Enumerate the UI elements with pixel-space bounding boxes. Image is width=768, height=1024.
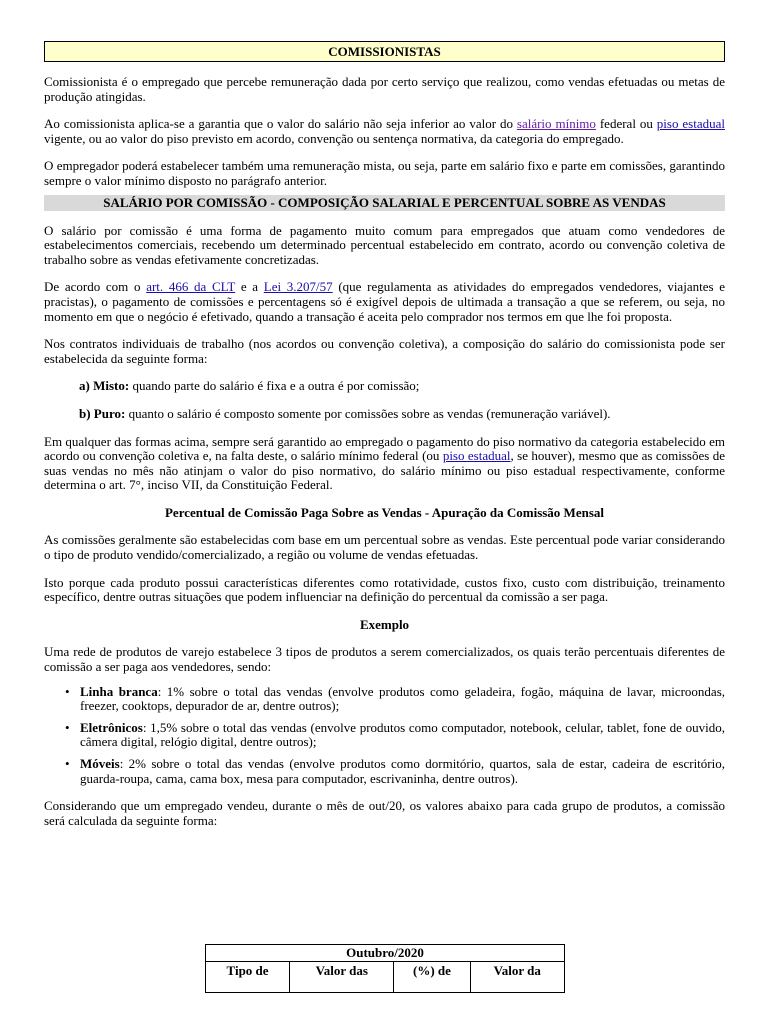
list-item-eletronicos [80,721,725,750]
link-piso-estadual-2[interactable]: piso estadual [442,448,511,464]
item-text: : 2% sobre o total das vendas (envolve produtos como dormitório, quartos, sala de estar, cadeira de escritório, guarda-roupa, cama, cama box, mesa para computador, escrivaninha, dentre outros). [80,756,725,786]
list-item-linha-branca [80,685,725,714]
item-misto [44,379,725,394]
list-item-moveis [80,757,725,786]
item-label: Linha branca [80,683,158,699]
item-text: quanto o salário é composto somente por comissões sobre as vendas (remuneração variável). [125,405,611,421]
item-label: Móveis [80,756,120,771]
text: Ao comissionista aplica-se a garantia que o valor do salário não seja inferior ao valor do [44,116,517,132]
table-title: Outubro/2020 [206,945,565,962]
text: federal ou [595,116,657,132]
item-puro [44,407,725,422]
item-text: : 1% sobre o total das vendas (envolve produtos como geladeira, fogão, máquina de lavar, microondas, freezer, cooktops, depurador de ar, dentre outros); [80,683,726,714]
link-lei-3207[interactable]: Lei 3.207/57 [263,279,333,295]
item-text: quando parte do salário é fixa e a outra é por comissão; [129,378,420,394]
text: e a [235,279,264,295]
paragraph-calculation-intro: Considerando que um empregado vendeu, durante o mês de out/20, os valores abaixo para cada grupo de produtos, a comissão será calculada da seguinte forma: [44,798,725,828]
item-label: b) Puro: [79,405,126,421]
section-title-salario-comissao: SALÁRIO POR COMISSÃO - COMPOSIÇÃO SALARIAL E PERCENTUAL SOBRE AS VENDAS [44,195,725,211]
paragraph-definition: Comissionista é o empregado que percebe remuneração dada por certo serviço que realizou, como vendas efetuadas ou metas de produção atingidas. [44,74,725,104]
link-art-466-clt[interactable]: art. 466 da CLT [146,279,236,295]
paragraph-clt [44,280,725,324]
item-text: : 1,5% sobre o total das vendas (envolve produtos como computador, notebook, celular, tablet, fone de ouvido, câmera digital, relógio digital, dentre outros); [80,719,725,750]
text: (que regulamenta as atividades do empregados vendedores, viajantes e pracistas), o pagamento de comissões e percentagens só é exigível depois de ultimada a transação a que se referem, ou seja, no momento em que o negócio é efetivado, quando a transação é aceita pelo comprador nos termos em que lhe foi proposta. [44,279,725,324]
document-page [44,41,725,828]
subtitle-percentual: Percentual de Comissão Paga Sobre as Vendas - Apuração da Comissão Mensal [164,504,605,520]
column-header-tipo: Tipo de [206,962,290,993]
paragraph-product-characteristics: Isto porque cada produto possui características diferentes como rotatividade, custos fixo, custo com distribuição, treinamento específico, dentre outras situações que podem influenciar na definição do percentual da comissão a ser paga. [44,574,725,605]
commission-table [205,944,565,993]
paragraph-mixed-remuneration: O empregador poderá estabelecer também uma remuneração mista, ou seja, parte em salário fixo e parte em comissões, garantindo sempre o valor mínimo disposto no parágrafo anterior. [44,158,725,188]
product-list [44,685,725,787]
item-label: a) Misto: [79,378,130,394]
paragraph-guarantee [44,117,725,146]
text: De acordo com o [44,279,147,295]
link-salario-minimo[interactable]: salário mínimo [516,116,596,132]
column-header-valor-comissao: Valor da [470,962,565,993]
text: vigente, ou ao valor do piso previsto em acordo, convenção ou sentença normativa, da categoria do empregado. [44,130,624,146]
example-title: Exemplo [359,616,410,632]
column-header-percentual: (%) de [394,962,470,993]
text: , se houver), mesmo que as comissões de suas vendas no mês não atinjam o valor do piso normativo, do salário mínimo ou piso estadual respectivamente, conforme determina o art. 7°, inciso VII, da Constituição Federal. [44,448,726,493]
paragraph-example-intro: Uma rede de produtos de varejo estabelece 3 tipos de produtos a serem comercializados, os quais terão percentuais diferentes de comissão a ser paga aos vendedores, sendo: [44,644,725,675]
section-title-comissionistas: COMISSIONISTAS [44,41,725,62]
text: Em qualquer das formas acima, sempre será garantido ao empregado o pagamento do piso normativo da categoria estabelecido em acordo ou convenção coletiva e, na falta deste, o salário mínimo federal (ou [44,433,725,464]
column-header-valor-vendas: Valor das [290,962,394,993]
paragraph-salary-commission: O salário por comissão é uma forma de pagamento muito comum para empregados que atuam como vendedores de estabelecimentos comerciais, recebendo um determinado percentual estabelecido em contrato, acordo ou convenção coletiva de trabalho sobre as vendas efetivamente concretizadas. [44,222,725,267]
paragraph-commission-percent: As comissões geralmente são estabelecidas com base em um percentual sobre as vendas. Este percentual pode variar considerando o tipo de produto vendido/comercializado, a região ou volume de vendas efetuadas. [44,532,725,563]
paragraph-contracts: Nos contratos individuais de trabalho (nos acordos ou convenção coletiva), a composição do salário do comissionista pode ser estabelecida da seguinte forma: [44,336,725,366]
link-piso-estadual[interactable]: piso estadual [656,116,725,132]
item-label: Eletrônicos [80,719,143,735]
paragraph-piso-guarantee [44,435,725,493]
